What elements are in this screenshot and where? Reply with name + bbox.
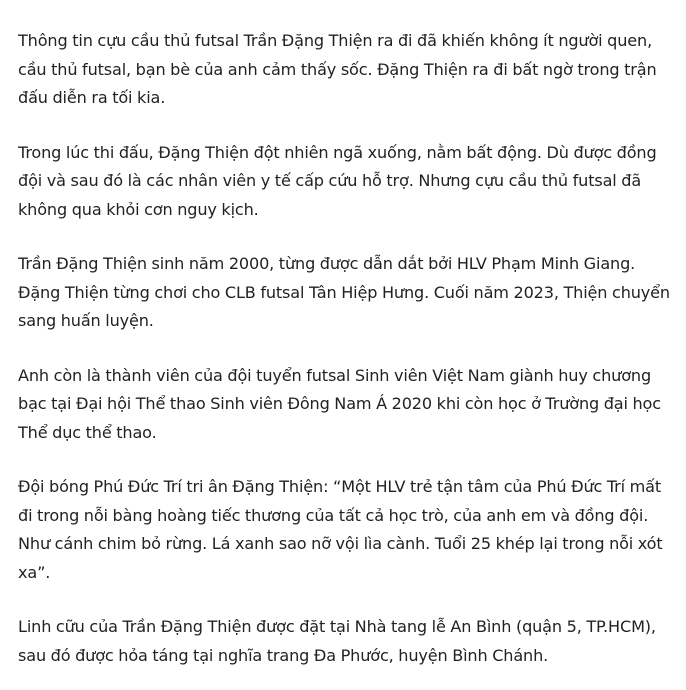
paragraph-3: Trần Đặng Thiện sinh năm 2000, từng được dẫn dắt bởi HLV Phạm Minh Giang. Đặng Thiện từng chơi cho CLB futsal Tân Hiệp Hưng. Cuối năm 2023, Thiện chuyển sang huấn luyện. [18, 254, 670, 330]
paragraph-4: Anh còn là thành viên của đội tuyển futsal Sinh viên Việt Nam giành huy chương bạc tại Đại hội Thể thao Sinh viên Đông Nam Á 2020 khi còn học ở Trường đại học Thể dục thể thao. [18, 365, 661, 442]
paragraph-1: Thông tin cựu cầu thủ futsal Trần Đặng Thiện ra đi đã khiến không ít người quen, cầu thủ futsal, bạn bè của anh cảm thấy sốc. Đặng Thiện ra đi bất ngờ trong trận đấu diễn ra tối kia. [18, 31, 657, 107]
paragraph-5: Đội bóng Phú Đức Trí tri ân Đặng Thiện: “Một HLV trẻ tận tâm của Phú Đức Trí mất đi trong nỗi bàng hoàng tiếc thương của tất cả học trò, của anh em và đồng đội. Như cánh chim bỏ rừng. Lá xanh sao nỡ vội lìa cành. Tuổi 25 khép lại trong nỗi xót xa”. [18, 477, 663, 582]
paragraph-2: Trong lúc thi đấu, Đặng Thiện đột nhiên ngã xuống, nằm bất động. Dù được đồng đội và sau đó là các nhân viên y tế cấp cứu hỗ trợ. Nhưng cựu cầu thủ futsal đã không qua khỏi cơn nguy kịch. [18, 142, 657, 219]
paragraph-6: Linh cữu của Trần Đặng Thiện được đặt tại Nhà tang lễ An Bình (quận 5, TP.HCM), sau đó được hỏa táng tại nghĩa trang Đa Phước, huyện Bình Chánh. [18, 617, 656, 665]
